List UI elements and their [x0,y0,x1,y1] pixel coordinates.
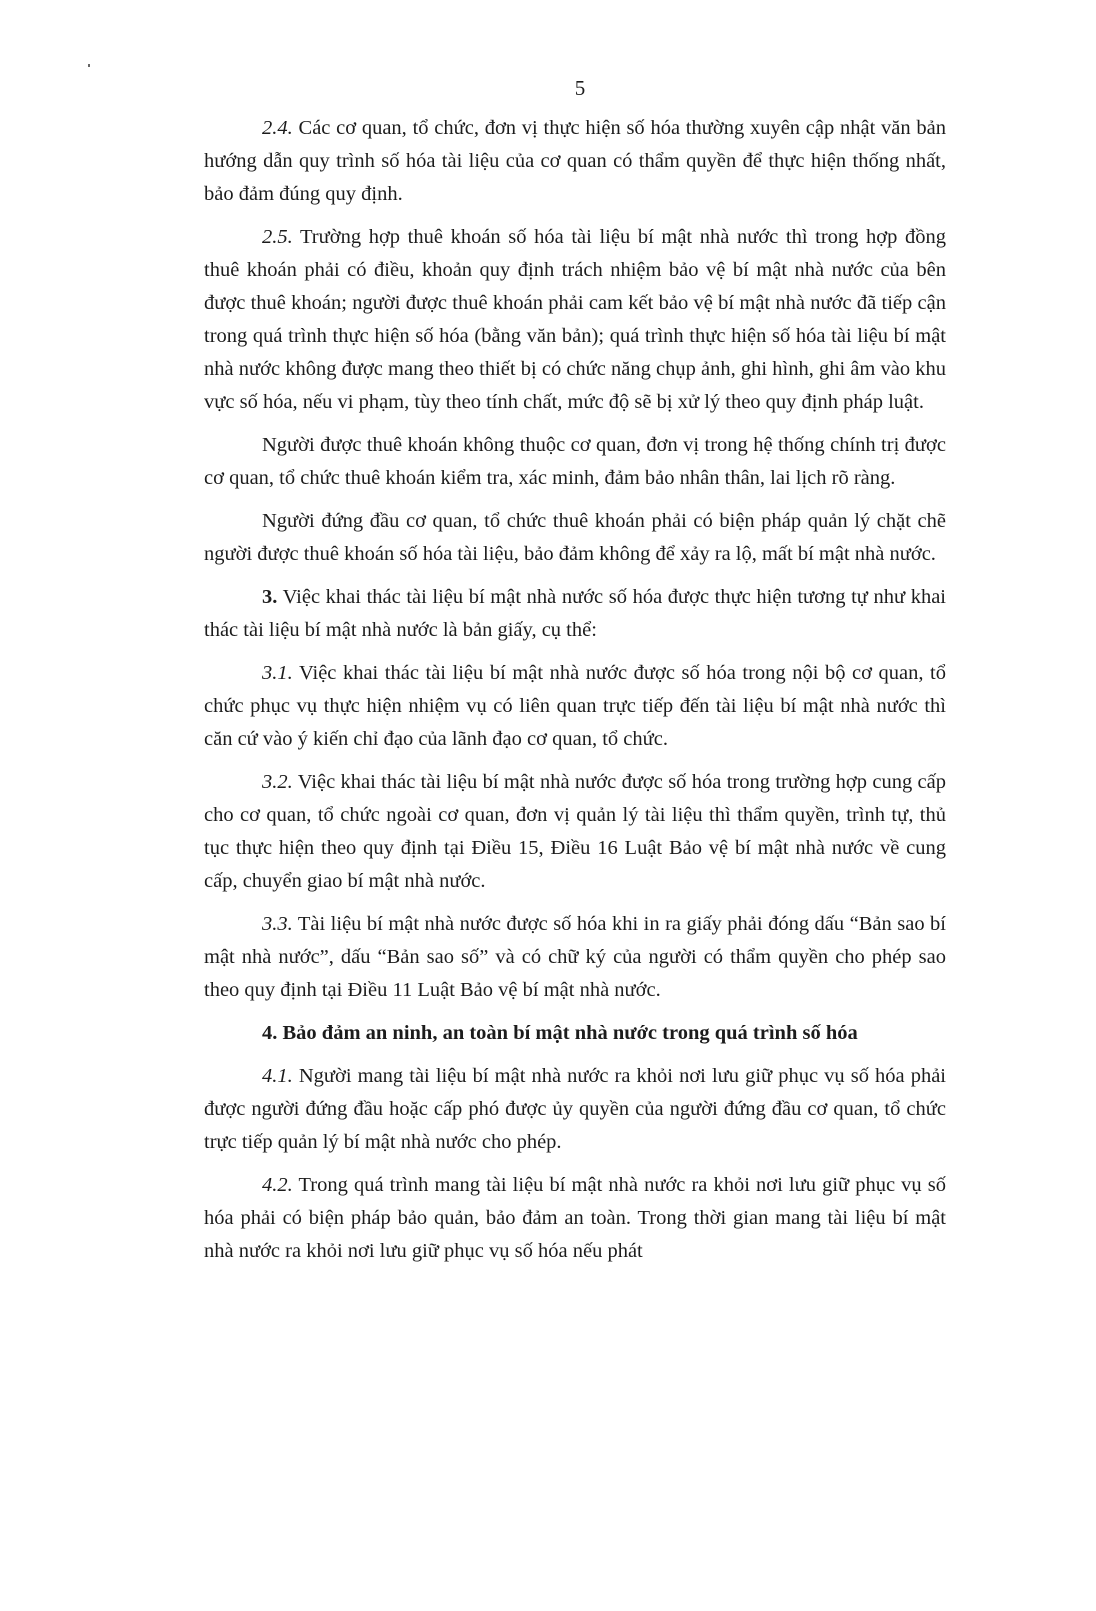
paragraph-3 [204,581,946,647]
section-number: 2.4. [262,117,293,139]
paragraph-text: Người mang tài liệu bí mật nhà nước ra khỏi nơi lưu giữ phục vụ số hóa phải được người đứng đầu hoặc cấp phó được ủy quyền của người đứng đầu cơ quan, tổ chức trực tiếp quản lý bí mật nhà nước cho phép. [204,1065,947,1153]
paragraph-text: Tài liệu bí mật nhà nước được số hóa khi in ra giấy phải đóng dấu “Bản sao bí mật nhà nước”, dấu “Bản sao số” và có chữ ký của người có thẩm quyền cho phép sao theo quy định tại Điều 11 Luật Bảo vệ bí mật nhà nước. [204,913,946,1001]
section-number: 4.2. [262,1174,293,1196]
paragraph-contractor-verification [204,429,946,495]
paragraph-4-1 [204,1060,946,1159]
paragraph-head-responsibility [204,505,946,571]
paragraph-text: Việc khai thác tài liệu bí mật nhà nước được số hóa trong nội bộ cơ quan, tổ chức phục vụ thực hiện nhiệm vụ có liên quan trực tiếp đến tài liệu bí mật nhà nước thì căn cứ vào ý kiến chỉ đạo của lãnh đạo cơ quan, tổ chức. [204,662,946,750]
document-body [204,112,946,1278]
paragraph-text: Các cơ quan, tổ chức, đơn vị thực hiện số hóa thường xuyên cập nhật văn bản hướng dẫn quy trình số hóa tài liệu của cơ quan có thẩm quyền để thực hiện thống nhất, bảo đảm đúng quy định. [204,117,947,205]
paragraph-text: Trong quá trình mang tài liệu bí mật nhà nước ra khỏi nơi lưu giữ phục vụ số hóa phải có biện pháp bảo quản, bảo đảm an toàn. Trong thời gian mang tài liệu bí mật nhà nước ra khỏi nơi lưu giữ phục vụ số hóa nếu phát [204,1174,946,1262]
paragraph-text: Việc khai thác tài liệu bí mật nhà nước được số hóa trong trường hợp cung cấp cho cơ quan, tổ chức ngoài cơ quan, đơn vị quản lý tài liệu thì thẩm quyền, trình tự, thủ tục thực hiện theo quy định tại Điều 15, Điều 16 Luật Bảo vệ bí mật nhà nước về cung cấp, chuyển giao bí mật nhà nước. [204,771,946,892]
section-number: 2.5. [262,226,293,248]
paragraph-text: Người đứng đầu cơ quan, tổ chức thuê khoán phải có biện pháp quản lý chặt chẽ người được thuê khoán số hóa tài liệu, bảo đảm không để xảy ra lộ, mất bí mật nhà nước. [204,510,946,565]
paragraph-3-1 [204,657,946,756]
paragraph-3-3 [204,908,946,1007]
paragraph-text: Người được thuê khoán không thuộc cơ quan, đơn vị trong hệ thống chính trị được cơ quan, tổ chức thuê khoán kiểm tra, xác minh, đảm bảo nhân thân, lai lịch rõ ràng. [204,434,946,489]
paragraph-2-5 [204,221,946,419]
section-number: 4.1. [262,1065,293,1087]
section-number: 3.3. [262,913,293,935]
page-number: 5 [574,76,586,100]
paragraph-4-2 [204,1169,946,1268]
paragraph-text: Trường hợp thuê khoán số hóa tài liệu bí mật nhà nước thì trong hợp đồng thuê khoán phải có điều, khoản quy định trách nhiệm bảo vệ bí mật nhà nước của bên được thuê khoán; người được thuê khoán phải cam kết bảo vệ bí mật nhà nước đã tiếp cận trong quá trình thực hiện số hóa (bằng văn bản); quá trình thực hiện số hóa tài liệu bí mật nhà nước không được mang theo thiết bị có chức năng chụp ảnh, ghi hình, ghi âm vào khu vực số hóa, nếu vi phạm, tùy theo tính chất, mức độ sẽ bị xử lý theo quy định pháp luật. [204,226,946,413]
section-number: 3.2. [262,771,293,793]
section-number: 3.1. [262,662,293,684]
section-number: 3. [262,586,278,608]
scan-speck [88,64,90,67]
paragraph-3-2 [204,766,946,898]
section-heading-4: 4. Bảo đảm an ninh, an toàn bí mật nhà nước trong quá trình số hóa [262,1022,858,1044]
paragraph-text: Việc khai thác tài liệu bí mật nhà nước số hóa được thực hiện tương tự như khai thác tài liệu bí mật nhà nước là bản giấy, cụ thể: [204,586,946,641]
paragraph-2-4 [204,112,946,211]
